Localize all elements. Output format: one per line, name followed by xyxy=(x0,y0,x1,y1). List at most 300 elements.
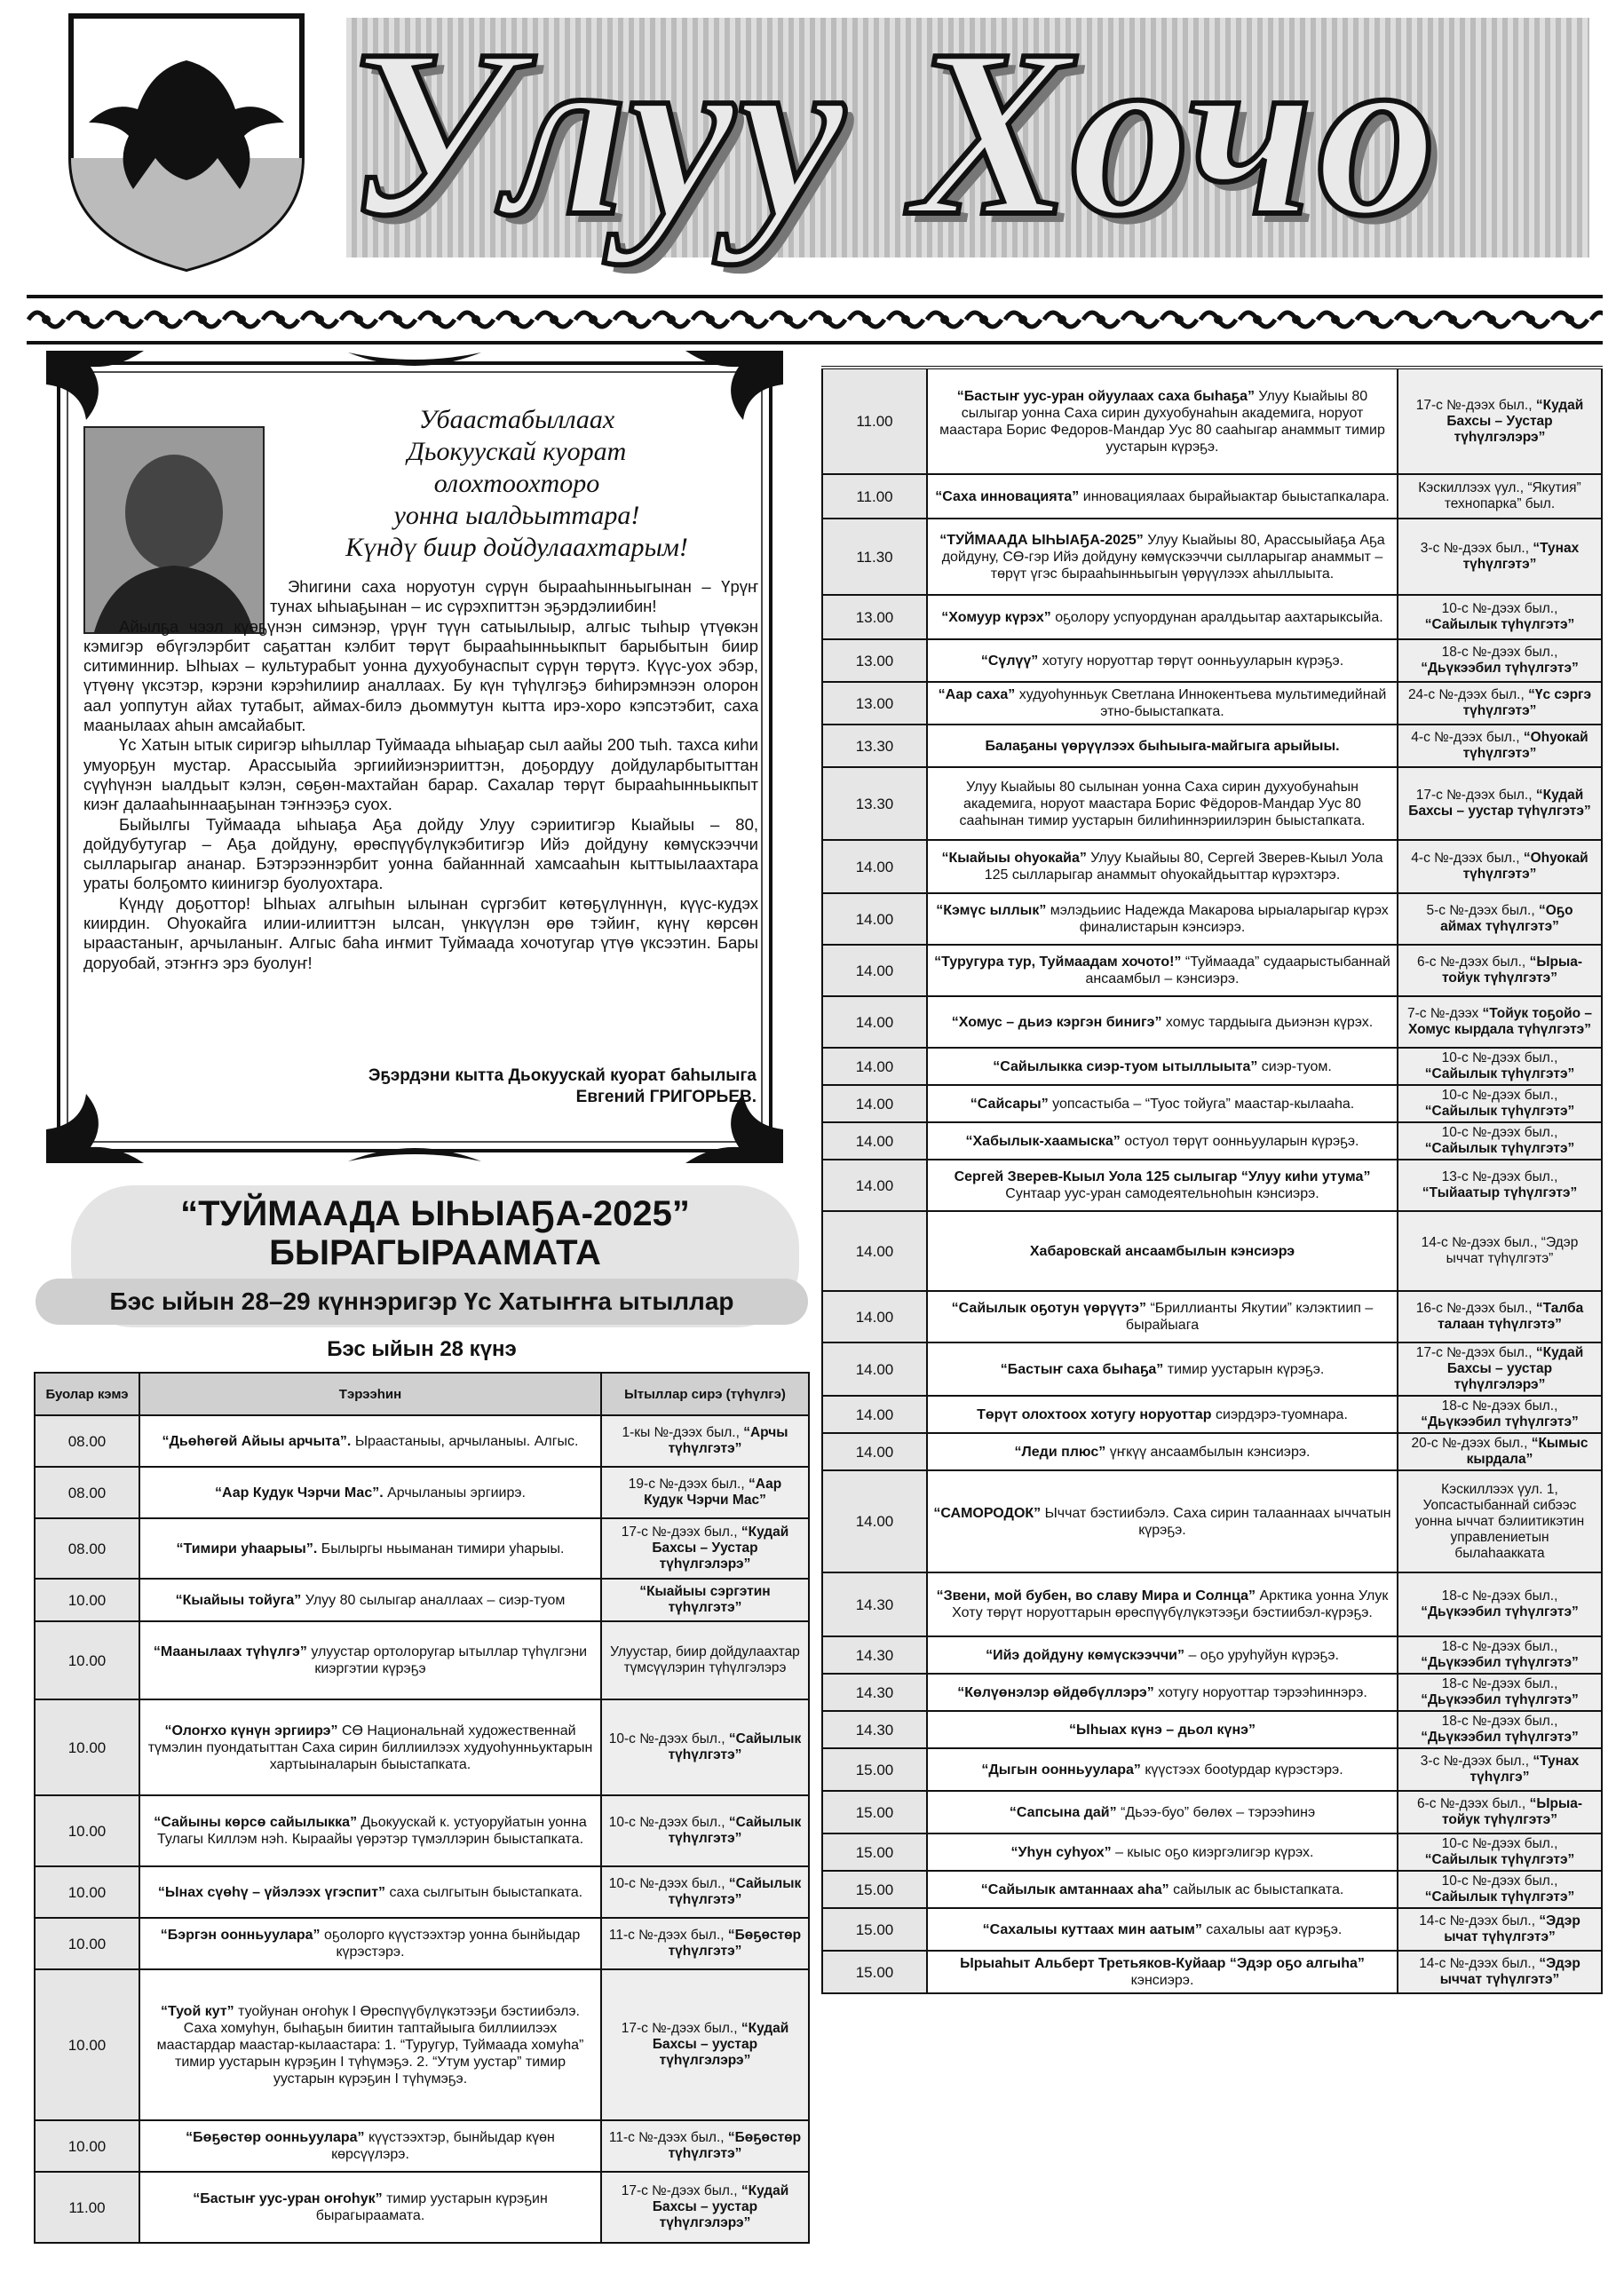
event-venue xyxy=(601,1415,809,1467)
event-cell xyxy=(927,1470,1398,1572)
event-cell xyxy=(139,1699,601,1795)
event-title: “Сайсары” xyxy=(970,1096,1049,1112)
event-time: 15.00 xyxy=(822,1871,927,1908)
event-cell xyxy=(927,1711,1398,1748)
schedule-row xyxy=(35,1918,809,1969)
newspaper-title: Улуу Хочо xyxy=(346,0,1441,265)
venue-name: “Оҕо аймах түһүлгэтэ” xyxy=(1440,903,1573,934)
event-description: Былыргы ньыманан тимири уһарыы. xyxy=(321,1540,565,1556)
event-description: сахалыы аат күрэҕэ. xyxy=(1206,1921,1343,1937)
event-venue xyxy=(1398,682,1602,725)
venue-name: “Тыйаатыр түһүлгэтэ” xyxy=(1422,1185,1578,1200)
event-title: “Сахалыы куттаах мин аатым” xyxy=(982,1921,1202,1937)
event-description: Улуу Кыайыы 80, Сергей Зверев-Кыыл Уола 125 сылларыгар анаммыт оһуокайдьыттар күрэхтэрэ. xyxy=(984,851,1383,883)
event-title: “Саха инновацията” xyxy=(935,488,1080,504)
schedule-row xyxy=(822,725,1602,767)
venue-text: 10-с №-дээх был., xyxy=(608,1876,725,1891)
venue-name: “Кудай Бахсы – уустар түһүлгэлэрэ” xyxy=(1446,1345,1584,1392)
venue-name: “Бөҕөстөр түһүлгэтэ” xyxy=(668,1928,802,1959)
event-title: “Сайылыкка сиэр-туом ытыллыыта” xyxy=(993,1058,1258,1074)
event-description: Ыччат бэстиибэлэ. Саха сирин талааннаах ыччатын күрэҕэ. xyxy=(1044,1505,1391,1538)
event-title: “Кыайыы тойуга” xyxy=(175,1592,302,1608)
schedule-row xyxy=(822,767,1602,840)
event-venue xyxy=(1398,945,1602,996)
venue-name: “Ырыа-тойук түһүлгэтэ” xyxy=(1442,1796,1582,1827)
venue-name: “Эдэр ычат түһүлгэтэ” xyxy=(1444,1913,1580,1944)
event-venue xyxy=(601,1969,809,2120)
venue-name: “Кымыс кырдала” xyxy=(1466,1436,1588,1467)
event-cell xyxy=(927,519,1398,595)
event-time: 14.00 xyxy=(822,945,927,996)
event-venue xyxy=(1398,1470,1602,1572)
event-time: 14.00 xyxy=(822,1048,927,1085)
venue-text: 17-с №-дээх был., xyxy=(1415,1345,1533,1360)
event-time: 13.00 xyxy=(822,682,927,725)
event-title: “Кэмүс ыллык” xyxy=(936,903,1047,918)
event-venue xyxy=(1398,1342,1602,1396)
event-description: сиэр-туом. xyxy=(1261,1058,1332,1074)
event-time: 10.00 xyxy=(35,1918,139,1969)
venue-name: “Оһуокай түһүлгэтэ” xyxy=(1462,851,1588,882)
event-time: 14.00 xyxy=(822,1211,927,1291)
venue-name: “Арчы түһүлгэтэ” xyxy=(668,1425,788,1456)
event-title: “Бастыҥ саха быһаҕа” xyxy=(1000,1361,1164,1377)
event-time: 14.30 xyxy=(822,1636,927,1674)
event-cell xyxy=(927,368,1398,474)
event-title: “САМОРОДОК” xyxy=(933,1505,1042,1521)
event-time: 13.30 xyxy=(822,767,927,840)
event-venue xyxy=(1398,519,1602,595)
event-cell xyxy=(927,996,1398,1048)
event-description: “Дьээ-буо” бөлөх – тэрээһинэ xyxy=(1121,1804,1316,1820)
event-time: 10.00 xyxy=(35,1795,139,1866)
event-description: худуоһунньук Светлана Иннокентьева мультимедийнай этно-быыстапката. xyxy=(1018,687,1387,719)
signature-line: Эҕэрдэни кытта Дьокуускай куорат баһылыга xyxy=(368,1066,757,1085)
venue-text: Кэскиллээх үул. 1, Уопсастыбаннай сибээс уонна ыччат бэлиитикэтин управлениетын былаһаакката xyxy=(1414,1481,1585,1561)
schedule-row xyxy=(35,1415,809,1467)
schedule-rows-left xyxy=(35,1415,809,2243)
schedule-row xyxy=(822,1122,1602,1160)
event-description: тимир уустарын күрэҕэ. xyxy=(1167,1361,1325,1377)
event-description: “Туймаада” судаарыстыбаннай ансаамбыл – кэнсиэрэ. xyxy=(1085,954,1390,986)
event-description: мэлэдьиис Надежда Макарова ырыаларыгар күрэх финалистарын кэнсиэрэ. xyxy=(1050,903,1389,935)
program-title-line: “ТУЙМААДА ЫҺЫАҔА-2025” xyxy=(180,1194,690,1233)
greeting-heading-line: уонна ыалдьыттара! xyxy=(393,501,640,530)
event-time: 10.00 xyxy=(35,1866,139,1918)
event-title: “Аар саха” xyxy=(938,687,1016,702)
venue-name: “Кудай Бахсы – уустар түһүлгэлэрэ” xyxy=(652,2021,789,2068)
schedule-row xyxy=(822,1833,1602,1871)
event-description: Улуу Кыайыы 80 сылынан уонна Саха сирин духуобунаһын академига, норуот маастара Борис Фёдоров-Мандар Уус 80 сааһынан тимир уустарын билиһиннэриилэрин быыстапката. xyxy=(959,779,1366,828)
venue-text: 19-с №-дээх был., xyxy=(628,1477,745,1492)
venue-text: 17-с №-дээх был., xyxy=(621,2183,738,2198)
greeting-body xyxy=(83,577,758,973)
venue-text: 6-с №-дээх был., xyxy=(1417,1796,1526,1811)
event-cell xyxy=(927,1085,1398,1122)
event-time: 14.00 xyxy=(822,1160,927,1211)
event-cell xyxy=(139,1415,601,1467)
schedule-row xyxy=(822,1433,1602,1470)
venue-text: 10-с №-дээх был., xyxy=(1441,601,1558,616)
venue-text: 5-с №-дээх был., xyxy=(1426,903,1535,918)
schedule-row xyxy=(35,1518,809,1579)
venue-text: 18-с №-дээх был., xyxy=(1441,1588,1558,1604)
schedule-row xyxy=(35,1969,809,2120)
event-venue xyxy=(1398,1711,1602,1748)
greeting-heading-line: Күндү биир дойдулаахтарым! xyxy=(345,533,688,562)
event-time: 15.00 xyxy=(822,1951,927,1993)
schedule-row xyxy=(822,1636,1602,1674)
event-title: “Ыһыах күнэ – дьол күнэ” xyxy=(1069,1722,1256,1738)
venue-text: 10-с №-дээх был., xyxy=(1441,1873,1558,1889)
venue-name: “Дьүкээбил түһүлгэтэ” xyxy=(1421,1692,1579,1707)
event-time: 14.30 xyxy=(822,1674,927,1711)
event-cell xyxy=(927,682,1398,725)
event-title: “Бастыҥ уус-уран оҥоһук” xyxy=(193,2191,383,2206)
event-time: 08.00 xyxy=(35,1467,139,1518)
event-cell xyxy=(927,1951,1398,1993)
event-title: “Аар Кудук Чэрчи Мас”. xyxy=(215,1485,384,1501)
venue-name: “Сайылык түһүлгэтэ” xyxy=(1424,1104,1575,1119)
event-description: Сунтаар уус-уран самодеятельноһын кэнсиэрэ. xyxy=(1005,1186,1319,1201)
event-title: Төрүт олохтоох хотугу норуоттар xyxy=(977,1406,1212,1422)
venue-name: “Кудай Бахсы – уустар түһүлгэтэ” xyxy=(1408,788,1591,819)
schedule-row xyxy=(822,1572,1602,1636)
venue-name: “Сайылык түһүлгэтэ” xyxy=(1424,617,1575,632)
venue-name: “Сайылык түһүлгэтэ” xyxy=(1424,1066,1575,1081)
venue-name: “Аар Кудук Чэрчи Мас” xyxy=(644,1477,782,1508)
venue-text: 20-с №-дээх был., xyxy=(1411,1436,1528,1451)
event-title: Балаҕаны үөрүүлээх быһыыга-майгыга арыйыы. xyxy=(985,738,1340,754)
venue-text: 18-с №-дээх был., xyxy=(1441,1676,1558,1691)
event-title: Хабаровскай ансаамбылын кэнсиэрэ xyxy=(1029,1243,1295,1259)
venue-text: 17-с №-дээх был., xyxy=(621,1525,738,1540)
event-title: “Кыайыы оһуокайа” xyxy=(941,851,1087,866)
event-venue xyxy=(601,1795,809,1866)
event-venue xyxy=(1398,1396,1602,1433)
event-description: тимир уустарын күрэҕин бырагыраамата. xyxy=(315,2191,548,2223)
event-description: СӨ Национальнай художественнай түмэлин пуондатыттан Саха сирин биллиилээх худуоһунньуктарын хартыыналарын быыстапката. xyxy=(147,1723,593,1772)
schedule-row xyxy=(822,1396,1602,1433)
schedule-row xyxy=(822,1711,1602,1748)
venue-text: 14-с №-дээх был., xyxy=(1419,1956,1536,1971)
event-description: Дьокуускай к. устуоруйатын уонна Тулагы Киллэм нэһ. Кыраайы үөрэтэр түмэллэрин быыстапката. xyxy=(156,1815,587,1847)
schedule-row xyxy=(822,1908,1602,1951)
event-cell xyxy=(927,1342,1398,1396)
schedule-row xyxy=(35,1795,809,1866)
venue-text: 14-с №-дээх был., xyxy=(1419,1913,1536,1928)
schedule-row xyxy=(822,1748,1602,1791)
day-heading: Бэс ыйын 28 күнэ xyxy=(327,1337,517,1361)
venue-text: 11-с №-дээх был., xyxy=(608,2130,725,2145)
event-title: “Туой кут” xyxy=(161,2003,234,2019)
event-cell xyxy=(927,639,1398,682)
event-title: “ТУЙМААДА ЫҺЫАҔА-2025” xyxy=(939,532,1144,548)
greeting-paragraph: Күндү доҕоттор! Ыһыах алгыһын ылынан сүргэбит көтөҕүлүннүн, күүс-кудэх киирдин. Оһуокайга илии-илииттэн ылсан, үнкүүлэн өрө тэйиҥ, күнү көрсөн ыраастаныҥ, арчыланыҥ. Алгыс баһа иҥмит Туймаада хочотугар үтүө үксээтин. Бары доруобай, этэҥҥэ эрэ буолуҥ! xyxy=(83,893,758,972)
event-time: 15.00 xyxy=(822,1791,927,1833)
event-title: “Ийэ дойдуну көмүскээччи” xyxy=(986,1647,1184,1663)
event-description: Улуу 80 сылыгар аналлаах – сиэр-туом xyxy=(305,1592,566,1608)
schedule-row xyxy=(822,368,1602,474)
schedule-row xyxy=(822,1951,1602,1993)
city-crest-logo xyxy=(53,7,320,273)
event-description: туойунан оҥоһук I Өрөспүүбүлүкэтээҕи бэстиибэлэ. Саха хомуһун, быһаҕын биитин таптайыыга биллиилээх маастардар маастар-кылаастара: 1. “Туругур, Туймаада хомуһа” тимир уустарын күрэҕин I түһүмэҕэ. 2. “Утум уустар” тимир уустарын күрэҕин I түһүмэҕэ. xyxy=(156,2003,584,2087)
venue-name: “Сайылык түһүлгэтэ” xyxy=(668,1731,802,1762)
event-venue xyxy=(601,1866,809,1918)
schedule-row xyxy=(822,996,1602,1048)
event-time: 14.00 xyxy=(822,893,927,945)
event-venue xyxy=(1398,1122,1602,1160)
schedule-row xyxy=(35,1699,809,1795)
schedule-row xyxy=(822,682,1602,725)
event-description: улуустар ортолоругар ытыллар түһүлгэни киэргэтии күрэҕэ xyxy=(311,1644,588,1676)
event-description: хотугу норуоттар төрүт оонньууларын күрэҕэ. xyxy=(1042,653,1344,669)
event-description: Улуу Кыайыы 80 сылыгар уонна Саха сирин духуобунаһын академига, норуот маастара Борис Федоров-Мандар Уус 80 сааһыгар анаммыт тимир уустарын күрэҕэ. xyxy=(939,388,1385,455)
venue-text: 10-с №-дээх был., xyxy=(608,1815,725,1830)
event-time: 10.00 xyxy=(35,1621,139,1699)
event-venue xyxy=(601,1518,809,1579)
schedule-row xyxy=(822,1342,1602,1396)
schedule-row xyxy=(822,893,1602,945)
event-venue xyxy=(601,2120,809,2172)
event-venue xyxy=(601,1621,809,1699)
event-time: 11.00 xyxy=(822,474,927,519)
schedule-row xyxy=(35,1467,809,1518)
event-venue xyxy=(1398,1211,1602,1291)
venue-text: 10-с №-дээх был., xyxy=(1441,1050,1558,1065)
event-cell xyxy=(927,1572,1398,1636)
event-description: – кыыс оҕо киэргэлигэр күрэх. xyxy=(1115,1844,1314,1860)
venue-text: 14-с №-дээх был., “Эдэр ыччат түһүлгэтэ” xyxy=(1421,1235,1579,1266)
event-cell xyxy=(139,1621,601,1699)
event-time: 11.30 xyxy=(822,519,927,595)
event-cell xyxy=(927,840,1398,893)
venue-text: Кэскиллээх үул., “Якутия” технопарка” был. xyxy=(1418,480,1581,511)
signature-line: Евгений ГРИГОРЬЕВ. xyxy=(575,1088,757,1106)
greeting-signature xyxy=(268,1065,757,1108)
event-description: хомус тардыыга дьиэнэн күрэх. xyxy=(1165,1014,1374,1030)
event-cell xyxy=(139,2120,601,2172)
event-venue xyxy=(601,1918,809,1969)
venue-text: 18-с №-дээх был., xyxy=(1441,645,1558,660)
schedule-row xyxy=(35,2120,809,2172)
event-cell xyxy=(927,595,1398,639)
greeting-heading xyxy=(268,404,765,564)
event-time: 13.00 xyxy=(822,639,927,682)
schedule-row xyxy=(35,1621,809,1699)
event-time: 14.00 xyxy=(822,1342,927,1396)
event-title: “Звени, мой бубен, во славу Мира и Солнца” xyxy=(936,1588,1256,1604)
event-cell xyxy=(927,474,1398,519)
event-title: “Дыгын оонньуулара” xyxy=(981,1762,1141,1778)
program-title-line: БЫРАГЫРААМАТА xyxy=(269,1233,601,1272)
venue-text: 16-с №-дээх был., xyxy=(1415,1301,1533,1316)
event-venue xyxy=(1398,595,1602,639)
venue-text: 4-с №-дээх был., xyxy=(1411,730,1520,745)
event-description: оҕолорго күүстээхтэр уонна бынйыдар күрэстэрэ. xyxy=(323,1928,581,1960)
event-venue xyxy=(1398,1085,1602,1122)
schedule-row xyxy=(35,1866,809,1918)
event-time: 08.00 xyxy=(35,1415,139,1467)
event-description: уопсастыба – “Туос тойуга” маастар-кылааһа. xyxy=(1052,1096,1355,1112)
event-description: инновациялаах бырайыактар быыстапкалара. xyxy=(1082,488,1390,504)
event-title: Сергей Зверев-Кыыл Уола 125 сылыгар “Улуу киһи утума” xyxy=(954,1169,1371,1184)
event-cell xyxy=(139,2172,601,2243)
event-time: 14.00 xyxy=(822,840,927,893)
event-cell xyxy=(927,1211,1398,1291)
venue-name: “Сайылык түһүлгэтэ” xyxy=(1424,1889,1575,1905)
event-venue xyxy=(1398,1871,1602,1908)
event-time: 14.00 xyxy=(822,1291,927,1342)
venue-name: “Кудай Бахсы – уустар түһүлгэлэрэ” xyxy=(652,2183,789,2230)
schedule-row xyxy=(35,1579,809,1621)
event-cell xyxy=(927,1160,1398,1211)
schedule-table-right xyxy=(821,366,1603,1994)
venue-text: 10-с №-дээх был., xyxy=(1441,1836,1558,1851)
event-venue xyxy=(1398,767,1602,840)
event-cell xyxy=(927,1748,1398,1791)
schedule-table-left xyxy=(34,1372,810,2244)
event-venue xyxy=(1398,1291,1602,1342)
event-venue xyxy=(1398,1791,1602,1833)
event-venue xyxy=(1398,840,1602,893)
header-venue: Ытыллар сирэ (түһүлгэ) xyxy=(601,1373,809,1415)
event-description: кэнсиэрэ. xyxy=(1130,1973,1194,1988)
schedule-row xyxy=(822,945,1602,996)
event-description: саха сылгытын быыстапката. xyxy=(389,1884,583,1900)
schedule-row xyxy=(822,474,1602,519)
program-title xyxy=(71,1194,799,1272)
schedule-row xyxy=(822,1211,1602,1291)
venue-name: “Сайылык түһүлгэтэ” xyxy=(668,1815,802,1846)
event-venue xyxy=(1398,1908,1602,1951)
program-dates-banner: Бэс ыйын 28–29 күннэригэр Үс Хатыҥҥа ытыллар xyxy=(36,1279,808,1325)
event-cell xyxy=(927,893,1398,945)
event-venue xyxy=(1398,1433,1602,1470)
schedule-row xyxy=(822,1674,1602,1711)
event-cell xyxy=(139,1795,601,1866)
venue-name: “Дьүкээбил түһүлгэтэ” xyxy=(1421,1414,1579,1430)
venue-text: 24-с №-дээх был., xyxy=(1407,687,1525,702)
event-venue xyxy=(1398,725,1602,767)
event-title: “Уһун суһуох” xyxy=(1010,1844,1112,1860)
venue-name: “Дьүкээбил түһүлгэтэ” xyxy=(1421,1604,1579,1620)
greeting-heading-line: Дьокуускай куорат xyxy=(407,437,627,466)
schedule-row xyxy=(822,519,1602,595)
event-time: 10.00 xyxy=(35,1699,139,1795)
venue-text: 13-с №-дээх был., xyxy=(1441,1169,1558,1184)
venue-text: Улуустар, биир дойдулаахтар түмсүүлэрин түһүлгэлэрэ xyxy=(610,1644,800,1675)
event-time: 14.00 xyxy=(822,1122,927,1160)
event-cell xyxy=(927,1871,1398,1908)
event-venue xyxy=(1398,996,1602,1048)
event-title: “Сапсына дай” xyxy=(1009,1804,1117,1820)
event-cell xyxy=(927,1908,1398,1951)
ornament-band xyxy=(27,295,1603,345)
event-venue xyxy=(1398,1048,1602,1085)
venue-text: 1-кы №-дээх был., xyxy=(622,1425,740,1440)
event-cell xyxy=(927,1636,1398,1674)
venue-text: 4-с №-дээх был., xyxy=(1411,851,1520,866)
venue-name: “Тойук тоҕойо – Хомус кырдала түһүлгэтэ” xyxy=(1408,1006,1592,1037)
event-title: “Леди плюс” xyxy=(1014,1444,1106,1460)
event-cell xyxy=(927,945,1398,996)
greeting-paragraph: Үс Хатын ытык сиригэр ыһыллар Туймаада ыһыаҕар сыл аайы 200 тыһ. тахса киһи умуорҕун мустар. Арассыыйа эргиийиэнэрииттэн, доҕордуу дойдуларбытыттан сүүһүнэн ыалдьыт кэлэн, сөҕөн-махтайан барар. Сахалар төрүт бырааһынньыкпыт киэҥ далааһыннааҕынан тэҥнээҕэ суох. xyxy=(83,735,758,814)
event-time: 14.00 xyxy=(822,1470,927,1572)
event-venue xyxy=(1398,893,1602,945)
schedule-row xyxy=(822,595,1602,639)
venue-name: “Кудай Бахсы – Уустар түһүлгэлэрэ” xyxy=(652,1525,789,1572)
event-cell xyxy=(927,1791,1398,1833)
event-title: “Хомус – дьиэ кэргэн бинигэ” xyxy=(951,1014,1162,1030)
event-venue xyxy=(601,1467,809,1518)
venue-name: “Тунах түһүлгэтэ” xyxy=(1462,541,1580,572)
event-time: 08.00 xyxy=(35,1518,139,1579)
event-title: “Олоҥхо күнүн эргиирэ” xyxy=(164,1723,338,1738)
schedule-row xyxy=(822,840,1602,893)
event-venue xyxy=(1398,1636,1602,1674)
event-venue xyxy=(1398,1951,1602,1993)
event-cell xyxy=(139,1579,601,1621)
venue-text: 18-с №-дээх был., xyxy=(1441,1714,1558,1729)
event-cell xyxy=(927,1048,1398,1085)
greeting-paragraph: Быйылгы Туймаада ыһыаҕа Аҕа дойду Улуу сэриитигэр Кыайыы – 80, дойдубутугар – Аҕа дойдуну, өрөспүүбүлүкэбитигэр Ийэ дойдуну көмүскээччи сылларыгар ананар. Бэтэрээннэрбит уонна байанннай хамсааһын кыттыылаахтара ураты болҕомто киинигэр буолуохтара. xyxy=(83,814,758,893)
event-time: 13.00 xyxy=(822,595,927,639)
event-title: “Бастыҥ уус-уран ойуулаах саха быһаҕа” xyxy=(956,388,1255,404)
schedule-row xyxy=(822,1160,1602,1211)
event-time: 14.00 xyxy=(822,996,927,1048)
event-description: күүстээхтэр, бынйыдар күөн көрсүүлэрэ. xyxy=(331,2130,555,2162)
event-venue xyxy=(1398,474,1602,519)
event-title: Ырыаһыт Альберт Третьяков-Куйаар “Эдэр оҕо алгыһа” xyxy=(960,1956,1365,1971)
venue-text: 7-с №-дээх xyxy=(1406,1006,1479,1021)
event-venue xyxy=(601,1699,809,1795)
event-title: “Дьөһөгөй Айыы арчыта”. xyxy=(162,1433,352,1449)
event-description: Арктика уонна Улук Хоту төрүт норуоттарын өрөспүүбүлүкэтээҕи бэстиибэл-күрэҕэ. xyxy=(952,1588,1389,1620)
venue-name: “Сайылык түһүлгэтэ” xyxy=(668,1876,802,1907)
event-cell xyxy=(139,1969,601,2120)
event-cell xyxy=(139,1866,601,1918)
schedule-row xyxy=(822,639,1602,682)
masthead xyxy=(36,0,1598,293)
event-title: “Сайыны көрсө сайылыкка” xyxy=(154,1815,358,1830)
event-description: сиэрдэрэ-туомнара. xyxy=(1216,1406,1348,1422)
greeting-heading-line: Убаастабыллаах xyxy=(418,405,615,434)
event-title: “Хомуур күрэх” xyxy=(941,609,1051,625)
venue-text: 10-с №-дээх был., xyxy=(608,1731,725,1746)
venue-name: “Сайылык түһүлгэтэ” xyxy=(1424,1852,1575,1867)
venue-name: “Бөҕөстөр түһүлгэтэ” xyxy=(668,2130,802,2161)
schedule-row xyxy=(35,2172,809,2243)
venue-name: “Үс сэргэ түһүлгэтэ” xyxy=(1462,687,1592,718)
event-venue xyxy=(1398,639,1602,682)
event-time: 13.30 xyxy=(822,725,927,767)
event-cell xyxy=(139,1467,601,1518)
venue-text: 10-с №-дээх был., xyxy=(1441,1088,1558,1103)
venue-name: “Кыайыы сэргэтин түһүлгэтэ” xyxy=(639,1584,771,1615)
schedule-row xyxy=(822,1470,1602,1572)
event-time: 14.30 xyxy=(822,1711,927,1748)
venue-text: 18-с №-дээх был., xyxy=(1441,1398,1558,1414)
schedule-row xyxy=(822,1048,1602,1085)
event-venue xyxy=(1398,1572,1602,1636)
event-cell xyxy=(927,1433,1398,1470)
event-title: “Туругура тур, Туймаадам хочото!” xyxy=(934,954,1182,970)
event-description: Ыраастаныы, арчыланыы. Алгыс. xyxy=(354,1433,579,1449)
event-description: “Бриллианты Якутии” кэлэктиип – бырайыага xyxy=(1125,1301,1374,1333)
event-cell xyxy=(927,1396,1398,1433)
venue-name: “Эдэр ыччат түһүлгэтэ” xyxy=(1439,1956,1580,1987)
